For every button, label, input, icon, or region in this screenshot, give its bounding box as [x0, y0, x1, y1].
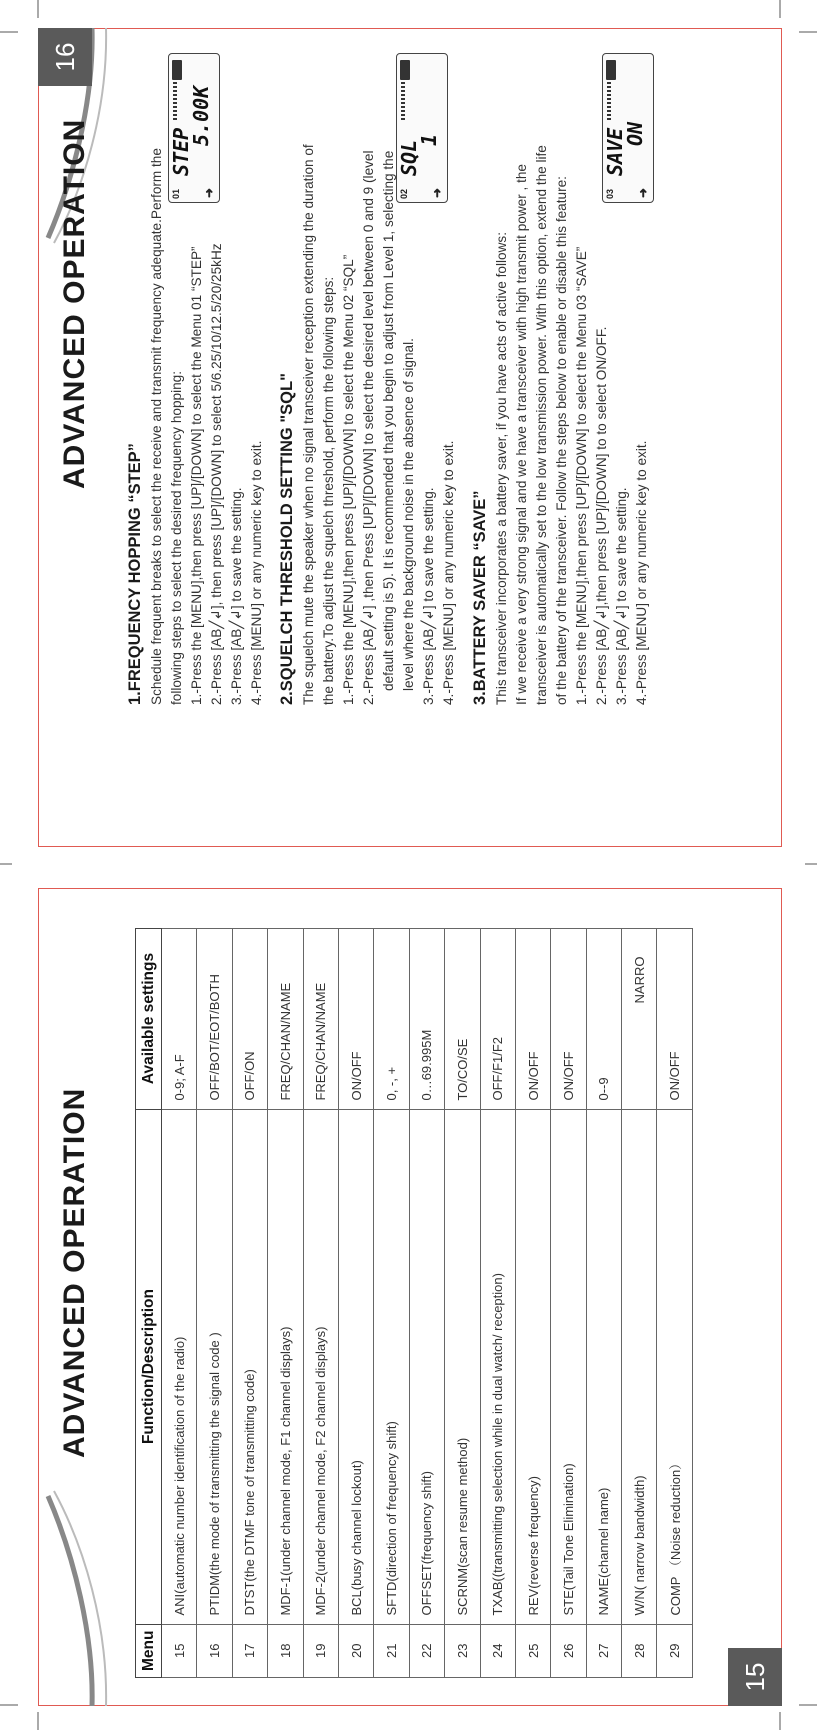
function-cell: STE(Tail Tone Elimination) [551, 1109, 586, 1624]
lcd-display-save [602, 53, 654, 203]
frame-right [38, 28, 782, 29]
table-row [162, 928, 197, 1677]
text-line: of the battery of the transceiver. Follow the steps below to enable or disable this feature: [554, 176, 569, 705]
signal-bars-icon [401, 82, 405, 120]
text-line: This transceiver incorporates a battery saver, if you have acts of active follows: [494, 232, 509, 705]
signal-bars-icon [607, 82, 611, 120]
menu-number-cell: 24 [480, 1624, 515, 1677]
settings-cell: ON/OFF [338, 928, 373, 1109]
table-row [197, 928, 232, 1677]
function-cell: REV(reverse frequency) [515, 1109, 550, 1624]
table-header-row [136, 928, 162, 1677]
frame-right [38, 888, 782, 889]
lcd-menu-number: 01 [171, 188, 181, 199]
table-row [232, 928, 267, 1677]
function-cell: DTST(the DTMF tone of transmitting code) [232, 1109, 267, 1624]
table-row [515, 928, 550, 1677]
menu-number-cell: 15 [162, 1624, 197, 1677]
settings-cell: OFF/BOT/EOT/BOTH [197, 928, 232, 1109]
lcd-menu-number: 02 [399, 188, 409, 199]
arrow-icon: ➜ [430, 187, 444, 198]
menu-settings-table [135, 928, 693, 1678]
settings-cell: OFF/ON [232, 928, 267, 1109]
function-cell: PTIDM(the mode of transmitting the signal code ) [197, 1109, 232, 1624]
settings-cell: 0…69.995M [409, 928, 444, 1109]
lcd-sub-text: 1 [417, 133, 441, 146]
text-line: 2.-Press [AB╱↲] ,then Press [UP]/[DOWN] to select the desired level between 0 and 9 (level [361, 150, 376, 705]
function-cell: COMP （Noise reduction） [657, 1109, 692, 1624]
battery-icon [172, 60, 182, 80]
text-line: transceiver is automatically set to the low transmission power. With this option, extend the life [534, 145, 549, 705]
frame-top [38, 28, 39, 847]
menu-number-cell: 22 [409, 1624, 444, 1677]
arrow-icon: ➜ [636, 187, 650, 198]
table-row [445, 928, 480, 1677]
menu-number-cell: 23 [445, 1624, 480, 1677]
menu-number-cell: 28 [622, 1624, 657, 1677]
text-line: the battery.To adjust the squelch threshold, perform the following steps: [321, 276, 336, 705]
lcd-sub-text: ON [623, 121, 647, 146]
page-15 [38, 888, 782, 1706]
text-line: 3.-Press [AB╱↲] to save the setting. [614, 487, 629, 705]
function-cell: MDF-1(under channel mode, F1 channel displays) [268, 1109, 303, 1624]
text-line: 3.-Press [AB╱↲] to save the setting. [421, 487, 436, 705]
function-cell: NAME(channel name) [586, 1109, 621, 1624]
function-cell: SFTD(direction of frequency shift) [374, 1109, 409, 1624]
header-swoosh [44, 1486, 124, 1706]
frame-bottom [781, 888, 782, 1706]
table-row [586, 928, 621, 1677]
table-row [622, 928, 657, 1677]
menu-number-cell: 21 [374, 1624, 409, 1677]
battery-icon [400, 60, 410, 80]
menu-number-cell: 26 [551, 1624, 586, 1677]
text-line: 4.-Press [MENU] or any numeric key to exit. [249, 440, 264, 705]
menu-number-cell: 27 [586, 1624, 621, 1677]
lcd-menu-number: 03 [605, 188, 615, 199]
text-line: 1.-Press the [MENU],then press [UP]/[DOWN] to select the Menu 01 “STEP” [189, 246, 204, 705]
settings-cell: 0-9; A-F [162, 928, 197, 1109]
frame-left [38, 1705, 782, 1706]
text-line: 1.-Press the [MENU],then press [UP]/[DOWN] to select the Menu 03 “SAVE” [574, 246, 589, 705]
settings-cell: OFF/F1/F2 [480, 928, 515, 1109]
table-row [268, 928, 303, 1677]
battery-icon [606, 60, 616, 80]
table-row [409, 928, 444, 1677]
menu-number-cell: 18 [268, 1624, 303, 1677]
frame-top [38, 888, 39, 1706]
section-title: 2.SQUELCH THRESHOLD SETTING "SQL" [278, 373, 296, 705]
function-cell: MDF-2(under channel mode, F2 channel displays) [303, 1109, 338, 1624]
text-line: following steps to select the desired frequency hopping: [169, 370, 184, 705]
section-title: 3.BATTERY SAVER “SAVE” [471, 490, 489, 705]
table-row [657, 928, 692, 1677]
text-line: The squelch mute the speaker when no signal transceiver reception extending the duration of [301, 144, 316, 705]
settings-cell: ON/OFF [515, 928, 550, 1109]
function-cell: TXAB((transmitting selection while in dual watch/ reception) [480, 1109, 515, 1624]
page-header: ADVANCED OPERATION [58, 1087, 91, 1458]
text-line: level where the background noise in the absence of signal. [401, 338, 416, 691]
settings-cell: 0, -, + [374, 928, 409, 1109]
text-line: default setting is 5). It is recommended that you begin to adjust from Level 1, selecting the [381, 150, 396, 691]
table-row [551, 928, 586, 1677]
settings-cell: NARRO [622, 928, 657, 1109]
menu-number-cell: 17 [232, 1624, 267, 1677]
table-row [374, 928, 409, 1677]
section-title: 1.FREQUENCY HOPPING “STEP” [126, 443, 144, 705]
col-header-menu: Menu [136, 1624, 162, 1677]
frame-left [38, 846, 782, 847]
lcd-main-text: SAVE [603, 127, 627, 176]
lcd-display-step [168, 53, 220, 203]
table-row [338, 928, 373, 1677]
function-cell: SCRNM(scan resume method) [445, 1109, 480, 1624]
text-line: 2.-Press [AB╱↲], then press [UP]/[DOWN] to select 5/6.25/10/12.5/20/25kHz [209, 243, 224, 705]
lcd-display-sql [396, 53, 448, 203]
text-line: 2.-Press [AB╱↲],then press [UP]/[DOWN] to to select ON/OFF. [594, 326, 609, 705]
lcd-sub-text: 5.00K [189, 85, 213, 146]
page-number: 16 [38, 28, 92, 86]
settings-cell: FREQ/CHAN/NAME [268, 928, 303, 1109]
menu-number-cell: 19 [303, 1624, 338, 1677]
text-line: 1.-Press the [MENU],then press [UP]/[DOWN] to select the Menu 02 “SQL” [341, 254, 356, 705]
settings-cell: TO/CO/SE [445, 928, 480, 1109]
text-line: 4.-Press [MENU] or any numeric key to exit. [634, 440, 649, 705]
menu-number-cell: 16 [197, 1624, 232, 1677]
lcd-main-text: SQL [397, 139, 421, 176]
col-header-function: Function/Description [136, 1109, 162, 1624]
settings-cell: 0--9 [586, 928, 621, 1109]
signal-bars-icon [173, 82, 177, 120]
settings-cell: ON/OFF [657, 928, 692, 1109]
function-cell: OFFSET(frequency shift) [409, 1109, 444, 1624]
menu-number-cell: 20 [338, 1624, 373, 1677]
text-line: 3.-Press [AB╱↲] to save the setting. [229, 487, 244, 705]
page-header: ADVANCED OPERATION [58, 118, 91, 489]
arrow-icon: ➜ [202, 187, 216, 198]
col-header-settings: Available settings [136, 928, 162, 1109]
page-number: 15 [728, 1648, 782, 1706]
frame-bottom [781, 28, 782, 847]
table-row [480, 928, 515, 1677]
function-cell: ANI(automatic number identification of the radio) [162, 1109, 197, 1624]
page-16 [38, 28, 782, 847]
menu-number-cell: 29 [657, 1624, 692, 1677]
settings-cell: FREQ/CHAN/NAME [303, 928, 338, 1109]
function-cell: BCL(busy channel lockout) [338, 1109, 373, 1624]
function-cell: W/N( narrow bandwidth) [622, 1109, 657, 1624]
menu-number-cell: 25 [515, 1624, 550, 1677]
table-row [303, 928, 338, 1677]
lcd-main-text: STEP [169, 127, 193, 176]
settings-cell: ON/OFF [551, 928, 586, 1109]
text-line: Schedule frequent breaks to select the receive and transmit frequency adequate.Perform the [149, 148, 164, 705]
text-line: 4.-Press [MENU] or any numeric key to exit. [441, 440, 456, 705]
text-line: If we receive a very strong signal and we have a transceiver with high transmit power , the [514, 164, 529, 705]
